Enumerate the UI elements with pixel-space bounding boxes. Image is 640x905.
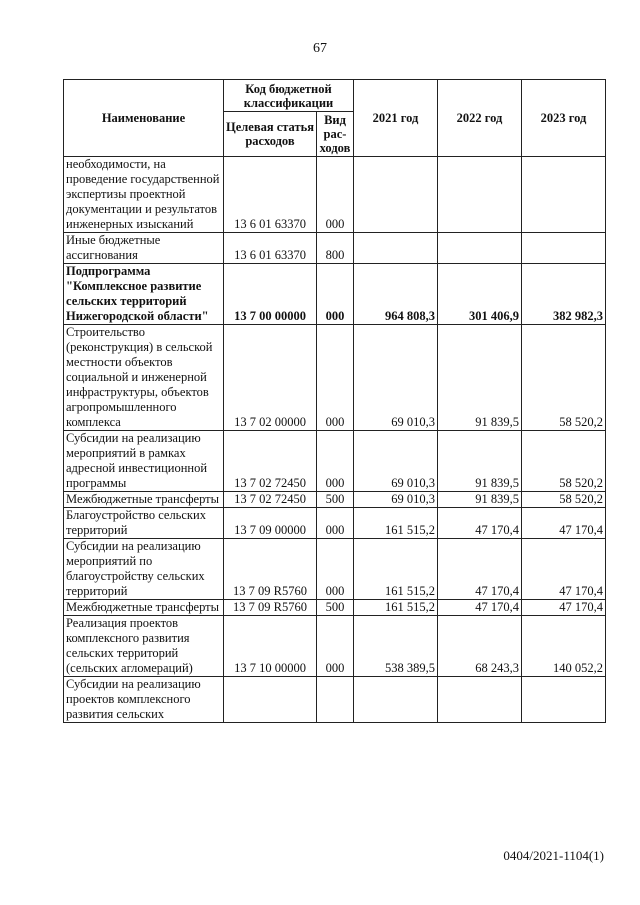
table-row: [64, 233, 606, 264]
table-row: [64, 508, 606, 539]
row-target-article-cell: 13 7 09 R5760: [224, 600, 317, 616]
row-target-article-cell: 13 7 02 00000: [224, 325, 317, 431]
document-code: 0404/2021-1104(1): [503, 848, 604, 863]
row-2023-cell: [522, 157, 606, 233]
row-name-cell: Подпрограмма "Комплексное развитие сельских территорий Нижегородской области": [64, 264, 224, 325]
header-2023: 2023 год: [522, 80, 606, 157]
row-2023-cell: 382 982,3: [522, 264, 606, 325]
row-target-article-cell: 13 7 09 00000: [224, 508, 317, 539]
row-target-article-cell: [224, 677, 317, 723]
row-expense-kind-cell: 000: [317, 325, 354, 431]
row-name-cell: Субсидии на реализацию мероприятий по благоустройству сельских территорий: [64, 539, 224, 600]
row-2023-cell: 58 520,2: [522, 431, 606, 492]
table-row: [64, 157, 606, 233]
row-2021-cell: 538 389,5: [354, 616, 438, 677]
row-2022-cell: 47 170,4: [438, 508, 522, 539]
row-expense-kind-cell: 000: [317, 157, 354, 233]
row-target-article-cell: 13 7 09 R5760: [224, 539, 317, 600]
row-2021-cell: 161 515,2: [354, 539, 438, 600]
header-name: Наименование: [64, 80, 224, 157]
table-body: [64, 157, 606, 723]
table-row: [64, 600, 606, 616]
row-2021-cell: 161 515,2: [354, 508, 438, 539]
row-target-article-cell: 13 6 01 63370: [224, 233, 317, 264]
row-2022-cell: [438, 677, 522, 723]
row-target-article-cell: 13 7 00 00000: [224, 264, 317, 325]
table-row: [64, 616, 606, 677]
row-expense-kind-cell: 000: [317, 431, 354, 492]
row-2021-cell: 69 010,3: [354, 325, 438, 431]
row-2021-cell: [354, 677, 438, 723]
row-2021-cell: [354, 157, 438, 233]
row-expense-kind-cell: 000: [317, 508, 354, 539]
row-expense-kind-cell: 500: [317, 492, 354, 508]
row-expense-kind-cell: 000: [317, 264, 354, 325]
table-row: [64, 325, 606, 431]
row-2023-cell: 58 520,2: [522, 492, 606, 508]
row-name-cell: необходимости, на проведение государственной экспертизы проектной документации и результатов инженерных изысканий: [64, 157, 224, 233]
table-row: [64, 264, 606, 325]
row-2022-cell: 91 839,5: [438, 325, 522, 431]
row-2022-cell: 301 406,9: [438, 264, 522, 325]
header-code-group: Код бюджетной классификации: [224, 80, 354, 112]
row-target-article-cell: 13 7 10 00000: [224, 616, 317, 677]
row-2022-cell: 91 839,5: [438, 431, 522, 492]
header-2022: 2022 год: [438, 80, 522, 157]
row-2023-cell: 47 170,4: [522, 508, 606, 539]
row-target-article-cell: 13 7 02 72450: [224, 431, 317, 492]
budget-table: [63, 79, 606, 723]
row-2021-cell: 161 515,2: [354, 600, 438, 616]
table-row: [64, 492, 606, 508]
row-name-cell: Межбюджетные трансферты: [64, 492, 224, 508]
row-2021-cell: 964 808,3: [354, 264, 438, 325]
table-row: [64, 539, 606, 600]
row-2022-cell: 47 170,4: [438, 539, 522, 600]
row-name-cell: Строительство (реконструкция) в сельской местности объектов социальной и инженерной инфраструктуры, объектов агропромышленного комплекса: [64, 325, 224, 431]
table-row: [64, 677, 606, 723]
row-expense-kind-cell: [317, 677, 354, 723]
row-expense-kind-cell: 000: [317, 539, 354, 600]
row-expense-kind-cell: 000: [317, 616, 354, 677]
row-2022-cell: [438, 233, 522, 264]
row-2023-cell: [522, 233, 606, 264]
row-2023-cell: 58 520,2: [522, 325, 606, 431]
header-expense-kind: Вид рас-ходов: [317, 112, 354, 157]
row-target-article-cell: 13 6 01 63370: [224, 157, 317, 233]
row-name-cell: Межбюджетные трансферты: [64, 600, 224, 616]
row-name-cell: Реализация проектов комплексного развития сельских территорий (сельских агломераций): [64, 616, 224, 677]
row-2023-cell: [522, 677, 606, 723]
row-2022-cell: 47 170,4: [438, 600, 522, 616]
row-name-cell: Субсидии на реализацию мероприятий в рамках адресной инвестиционной программы: [64, 431, 224, 492]
row-target-article-cell: 13 7 02 72450: [224, 492, 317, 508]
page-number: 67: [313, 41, 327, 56]
header-2021: 2021 год: [354, 80, 438, 157]
row-2021-cell: 69 010,3: [354, 492, 438, 508]
row-2023-cell: 140 052,2: [522, 616, 606, 677]
row-2022-cell: 68 243,3: [438, 616, 522, 677]
row-name-cell: Иные бюджетные ассигнования: [64, 233, 224, 264]
header-target-article: Целевая статья расходов: [224, 112, 317, 157]
row-2022-cell: 91 839,5: [438, 492, 522, 508]
row-expense-kind-cell: 500: [317, 600, 354, 616]
row-2021-cell: 69 010,3: [354, 431, 438, 492]
row-expense-kind-cell: 800: [317, 233, 354, 264]
row-2023-cell: 47 170,4: [522, 600, 606, 616]
row-2023-cell: 47 170,4: [522, 539, 606, 600]
row-name-cell: Благоустройство сельских территорий: [64, 508, 224, 539]
row-name-cell: Субсидии на реализацию проектов комплексного развития сельских: [64, 677, 224, 723]
row-2021-cell: [354, 233, 438, 264]
row-2022-cell: [438, 157, 522, 233]
table-row: [64, 431, 606, 492]
